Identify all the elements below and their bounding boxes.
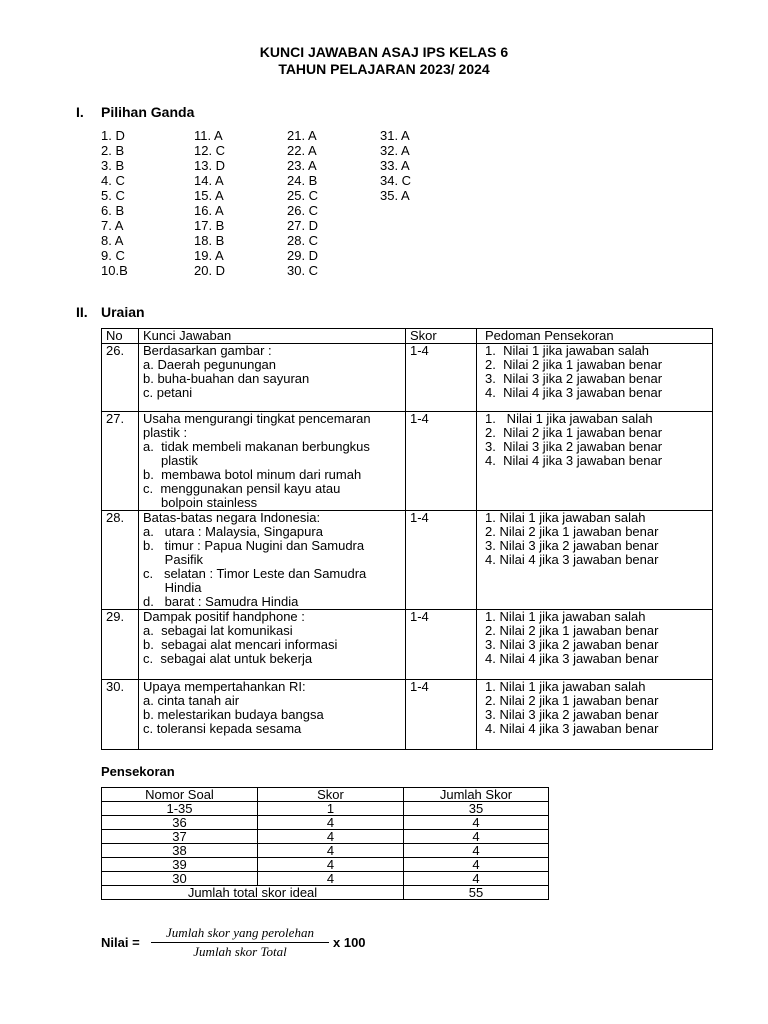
mc-column-3: [287, 128, 318, 278]
pedoman-line: 2. Nilai 2 jika 1 jawaban benar: [485, 425, 663, 440]
mc-answer: 33. A: [380, 158, 410, 173]
pensekoran-header-row: [102, 788, 549, 802]
pedoman-line: 3. Nilai 3 jika 2 jawaban benar: [485, 371, 663, 386]
pedoman-cell: [477, 511, 713, 610]
mc-answer: 10.B: [101, 263, 128, 278]
mc-answer: 23. A: [287, 158, 317, 173]
pedoman-line: 2. Nilai 2 jika 1 jawaban benar: [485, 623, 659, 638]
mc-answer: 5. C: [101, 188, 125, 203]
mc-answer: 30. C: [287, 263, 319, 278]
kunci-line: a. cinta tanah air: [143, 693, 240, 708]
jumlah-skor-cell: 4: [404, 830, 549, 844]
pensekoran-row: [102, 830, 549, 844]
pedoman-cell: [477, 680, 713, 750]
kunci-line: plastik :: [143, 425, 188, 440]
header-skor: Skor: [258, 788, 404, 802]
section-pilihan-ganda-heading: [76, 104, 194, 120]
mc-answer: 16. A: [194, 203, 224, 218]
skor-cell: 4: [258, 844, 404, 858]
kunci-jawaban-cell: [139, 680, 406, 750]
pensekoran-row: [102, 844, 549, 858]
mc-answer: 26. C: [287, 203, 319, 218]
mc-answer: 19. A: [194, 248, 224, 263]
mc-answer: 31. A: [380, 128, 410, 143]
skor-cell: 1-4: [406, 412, 477, 511]
pensekoran-total-row: [102, 886, 549, 900]
section-number: I.: [76, 104, 84, 120]
skor-cell: 1: [258, 802, 404, 816]
total-value: 55: [404, 886, 549, 900]
mc-answer: 18. B: [194, 233, 225, 248]
pedoman-line: 3. Nilai 3 jika 2 jawaban benar: [485, 637, 659, 652]
kunci-line: bolpoin stainless: [143, 495, 258, 510]
pedoman-line: 4. Nilai 4 jika 3 jawaban benar: [485, 552, 659, 567]
skor-cell: 1-4: [406, 511, 477, 610]
row-number: 28.: [102, 511, 139, 610]
pedoman-line: 4. Nilai 4 jika 3 jawaban benar: [485, 385, 663, 400]
skor-cell: 4: [258, 872, 404, 886]
kunci-jawaban-cell: [139, 511, 406, 610]
kunci-line: d. barat : Samudra Hindia: [143, 594, 299, 609]
pensekoran-row: [102, 816, 549, 830]
section-label: Pilihan Ganda: [101, 104, 195, 120]
mc-answer: 2. B: [101, 143, 125, 158]
pensekoran-table: [101, 787, 549, 900]
pedoman-line: 4. Nilai 4 jika 3 jawaban benar: [485, 453, 663, 468]
uraian-row: [102, 344, 713, 412]
kunci-line: b. sebagai alat mencari informasi: [143, 637, 338, 652]
kunci-line: b. melestarikan budaya bangsa: [143, 707, 324, 722]
mc-answer: 13. D: [194, 158, 226, 173]
fraction-denominator: Jumlah skor Total: [193, 944, 287, 959]
uraian-row: [102, 511, 713, 610]
mc-answer: 12. C: [194, 143, 226, 158]
title-line-2: TAHUN PELAJARAN 2023/ 2024: [278, 61, 490, 77]
skor-cell: 1-4: [406, 610, 477, 680]
kunci-line: c. toleransi kepada sesama: [143, 721, 302, 736]
nilai-multiplier: x 100: [333, 935, 366, 950]
mc-answer: 34. C: [380, 173, 412, 188]
skor-cell: 1-4: [406, 680, 477, 750]
mc-answer: 28. C: [287, 233, 319, 248]
section-label: Uraian: [101, 304, 145, 320]
row-number: 26.: [102, 344, 139, 412]
nomor-soal-cell: 39: [102, 858, 258, 872]
kunci-line: a. Daerah pegunungan: [143, 357, 277, 372]
mc-answer: 29. D: [287, 248, 319, 263]
pedoman-line: 3. Nilai 3 jika 2 jawaban benar: [485, 538, 659, 553]
mc-answer: 35. A: [380, 188, 410, 203]
uraian-row: [102, 412, 713, 511]
mc-answer: 1. D: [101, 128, 125, 143]
pedoman-cell: [477, 610, 713, 680]
kunci-line: a. sebagai lat komunikasi: [143, 623, 293, 638]
row-number: 30.: [102, 680, 139, 750]
pedoman-line: 2. Nilai 2 jika 1 jawaban benar: [485, 357, 663, 372]
pedoman-line: 2. Nilai 2 jika 1 jawaban benar: [485, 693, 659, 708]
pedoman-line: 1. Nilai 1 jika jawaban salah: [485, 609, 646, 624]
uraian-header-row: [102, 329, 713, 344]
skor-cell: 4: [258, 830, 404, 844]
section-uraian-heading: [76, 304, 145, 320]
mc-answer: 32. A: [380, 143, 410, 158]
pedoman-line: 3. Nilai 3 jika 2 jawaban benar: [485, 707, 659, 722]
mc-answer: 15. A: [194, 188, 224, 203]
header-pedoman: Pedoman Pensekoran: [477, 329, 713, 344]
mc-answer: 21. A: [287, 128, 317, 143]
mc-answer: 14. A: [194, 173, 224, 188]
mc-answer: 6. B: [101, 203, 125, 218]
nilai-fraction: [151, 925, 329, 960]
jumlah-skor-cell: 4: [404, 844, 549, 858]
mc-answer: 22. A: [287, 143, 317, 158]
kunci-line: c. petani: [143, 385, 193, 400]
uraian-row: [102, 610, 713, 680]
pedoman-line: 3. Nilai 3 jika 2 jawaban benar: [485, 439, 663, 454]
jumlah-skor-cell: 4: [404, 858, 549, 872]
mc-answer: 11. A: [194, 128, 223, 143]
total-label: Jumlah total skor ideal: [102, 886, 404, 900]
pedoman-line: 1. Nilai 1 jika jawaban salah: [485, 343, 650, 358]
skor-cell: 4: [258, 816, 404, 830]
kunci-line: c. menggunakan pensil kayu atau: [143, 481, 341, 496]
pedoman-line: 1. Nilai 1 jika jawaban salah: [485, 510, 646, 525]
title-line-1: KUNCI JAWABAN ASAJ IPS KELAS 6: [259, 44, 509, 60]
kunci-line: b. timur : Papua Nugini dan Samudra: [143, 538, 365, 553]
uraian-table: [101, 328, 713, 750]
nomor-soal-cell: 38: [102, 844, 258, 858]
pensekoran-row: [102, 802, 549, 816]
uraian-row: [102, 680, 713, 750]
kunci-line: Batas-batas negara Indonesia:: [143, 510, 321, 525]
header-kunci-jawaban: Kunci Jawaban: [139, 329, 406, 344]
jumlah-skor-cell: 35: [404, 802, 549, 816]
nomor-soal-cell: 30: [102, 872, 258, 886]
pedoman-line: 4. Nilai 4 jika 3 jawaban benar: [485, 651, 659, 666]
kunci-line: b. membawa botol minum dari rumah: [143, 467, 362, 482]
kunci-line: plastik: [143, 453, 198, 468]
skor-cell: 4: [258, 858, 404, 872]
mc-answer: 4. C: [101, 173, 125, 188]
kunci-line: Usaha mengurangi tingkat pencemaran: [143, 411, 371, 426]
pedoman-line: 4. Nilai 4 jika 3 jawaban benar: [485, 721, 659, 736]
pedoman-line: 1. Nilai 1 jika jawaban salah: [485, 679, 646, 694]
mc-answer: 24. B: [287, 173, 318, 188]
mc-answer: 8. A: [101, 233, 124, 248]
kunci-line: a. tidak membeli makanan berbungkus: [143, 439, 370, 454]
nomor-soal-cell: 1-35: [102, 802, 258, 816]
header-no: No: [102, 329, 139, 344]
mc-answer: 7. A: [101, 218, 124, 233]
kunci-jawaban-cell: [139, 412, 406, 511]
mc-answer: 25. C: [287, 188, 319, 203]
pedoman-line: 2. Nilai 2 jika 1 jawaban benar: [485, 524, 659, 539]
kunci-line: Upaya mempertahankan RI:: [143, 679, 306, 694]
kunci-jawaban-cell: [139, 610, 406, 680]
mc-answer: 17. B: [194, 218, 225, 233]
kunci-line: c. selatan : Timor Leste dan Samudra: [143, 566, 367, 581]
kunci-line: Pasifik: [143, 552, 203, 567]
skor-cell: 1-4: [406, 344, 477, 412]
pensekoran-heading: Pensekoran: [101, 764, 175, 779]
header-jumlah-skor: Jumlah Skor: [404, 788, 549, 802]
kunci-line: Dampak positif handphone :: [143, 609, 305, 624]
nomor-soal-cell: 36: [102, 816, 258, 830]
row-number: 29.: [102, 610, 139, 680]
mc-answer: 20. D: [194, 263, 226, 278]
pensekoran-row: [102, 872, 549, 886]
mc-answer: 9. C: [101, 248, 125, 263]
nilai-label: Nilai =: [101, 935, 140, 950]
jumlah-skor-cell: 4: [404, 816, 549, 830]
jumlah-skor-cell: 4: [404, 872, 549, 886]
fraction-numerator: Jumlah skor yang perolehan: [151, 925, 329, 943]
header-skor: Skor: [406, 329, 477, 344]
nomor-soal-cell: 37: [102, 830, 258, 844]
kunci-line: a. utara : Malaysia, Singapura: [143, 524, 323, 539]
pedoman-cell: [477, 412, 713, 511]
pensekoran-row: [102, 858, 549, 872]
header-nomor-soal: Nomor Soal: [102, 788, 258, 802]
kunci-line: b. buha-buahan dan sayuran: [143, 371, 310, 386]
mc-column-4: [380, 128, 411, 203]
section-number: II.: [76, 304, 88, 320]
row-number: 27.: [102, 412, 139, 511]
kunci-line: Berdasarkan gambar :: [143, 343, 272, 358]
kunci-line: c. sebagai alat untuk bekerja: [143, 651, 313, 666]
mc-answer: 3. B: [101, 158, 125, 173]
kunci-line: Hindia: [143, 580, 202, 595]
mc-column-2: [194, 128, 225, 278]
pedoman-line: 1. Nilai 1 jika jawaban salah: [485, 411, 653, 426]
pedoman-cell: [477, 344, 713, 412]
document-title: [0, 44, 768, 78]
mc-answer: 27. D: [287, 218, 319, 233]
mc-column-1: [101, 128, 128, 278]
kunci-jawaban-cell: [139, 344, 406, 412]
